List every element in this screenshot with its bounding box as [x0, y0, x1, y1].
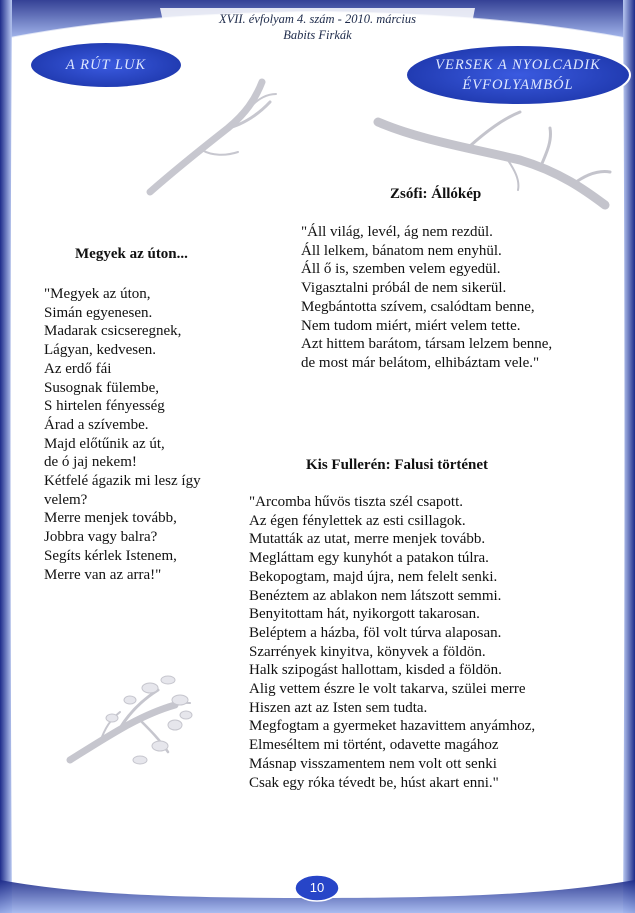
- poem-line: Vigasztalni próbál de nem sikerül.: [301, 280, 507, 297]
- poem-line: Majd előtűnik az út,: [44, 435, 165, 452]
- poem-line: Benyitottam hát, nyikorgott takarosan.: [249, 606, 480, 623]
- poem-line: Susognak fülembe,: [44, 379, 159, 396]
- poem-line: Árad a szívembe.: [44, 416, 149, 433]
- poem-line: "Megyek az úton,: [44, 286, 151, 302]
- section-badge-left: A RÚT LUK: [65, 57, 147, 73]
- issue-header: XVII. évfolyam 4. szám - 2010. március: [218, 12, 417, 26]
- poem-line: Azt hittem barátom, társam lelzem benne,: [301, 336, 553, 353]
- poem-line: Lágyan, kedvesen.: [44, 342, 157, 359]
- poem-line: Jobbra vagy balra?: [44, 529, 158, 546]
- poem-line: Simán egyenesen.: [44, 304, 153, 321]
- poem-line: Bekopogtam, majd újra, nem felelt senki.: [249, 568, 498, 585]
- poem-body-falusi: [249, 493, 535, 792]
- poem-line: Hiszen azt az Isten sem tudta.: [249, 699, 428, 716]
- poem-line: Merre menjek tovább,: [44, 510, 177, 527]
- section-badge-right: [412, 52, 624, 98]
- poem-line: Másnap visszamentem nem volt ott senki: [249, 755, 497, 772]
- poem-line: Segíts kérlek Istenem,: [44, 547, 177, 564]
- poem-line: Csak egy róka tévedt be, húst akart enni.": [249, 774, 499, 791]
- poem-line: Szarrények kinyitva, könyvek a földön.: [249, 643, 486, 660]
- section-badge-right-line1: VERSEK A NYOLCADIK: [435, 57, 601, 73]
- poem-line: Az égen fénylettek az esti csillagok.: [249, 512, 466, 529]
- poem-line: Nem tudom miért, miért velem tette.: [301, 317, 521, 334]
- poem-line: S hirtelen fényesség: [44, 398, 165, 415]
- branch-left-top-icon: [150, 82, 276, 192]
- poem-line: Áll ő is, szemben velem egyedül.: [301, 261, 501, 278]
- poem-line: Megbántotta szívem, csalódtam benne,: [301, 298, 535, 315]
- poem-line: velem?: [44, 491, 88, 508]
- poem-line: Az erdő fái: [44, 360, 112, 377]
- poem-line: "Arcomba hűvös tiszta szél csapott.: [249, 494, 463, 510]
- poem-title-megyek: Megyek az úton...: [75, 246, 188, 262]
- poem-line: Megláttam egy kunyhót a patakon túlra.: [249, 550, 489, 567]
- poem-line: Kétfelé ágazik mi lesz így: [44, 473, 201, 490]
- poem-line: Beléptem a házba, föl volt túrva alaposan.: [249, 624, 502, 641]
- branch-bottom-leaves-icon: [70, 676, 192, 764]
- poem-line: Madarak csicseregnek,: [44, 323, 182, 340]
- poem-line: Mutatták az utat, merre menjek tovább.: [249, 531, 486, 548]
- poem-body-allokep: [301, 223, 552, 373]
- publication-name: Babits Firkák: [283, 28, 352, 42]
- poem-title-allokep: Zsófi: Állókép: [390, 186, 482, 202]
- poem-line: de most már belátom, elhibáztam vele.": [301, 354, 540, 371]
- poem-line: Merre van az arra!": [44, 566, 162, 583]
- poem-line: Áll lelkem, bánatom nem enyhül.: [301, 242, 502, 259]
- section-badge-right-line2: ÉVFOLYAMBÓL: [462, 77, 574, 93]
- poem-line: de ó jaj nekem!: [44, 454, 137, 471]
- poem-line: Elmeséltem mi történt, odavette magához: [249, 737, 499, 754]
- poem-line: Megfogtam a gyermeket hazavittem anyámhoz,: [249, 718, 536, 735]
- poem-line: Alig vettem észre le volt takarva, szülei merre: [249, 681, 526, 698]
- poem-line: Benéztem az ablakon nem látszott semmi.: [249, 587, 502, 604]
- poem-line: "Áll világ, levél, ág nem rezdül.: [301, 224, 493, 240]
- poem-line: Halk szipogást hallottam, kisded a földön.: [249, 662, 502, 679]
- page-number: 10: [309, 880, 325, 895]
- poem-title-falusi: Kis Fullerén: Falusi történet: [306, 457, 489, 473]
- poem-body-megyek: [44, 285, 201, 584]
